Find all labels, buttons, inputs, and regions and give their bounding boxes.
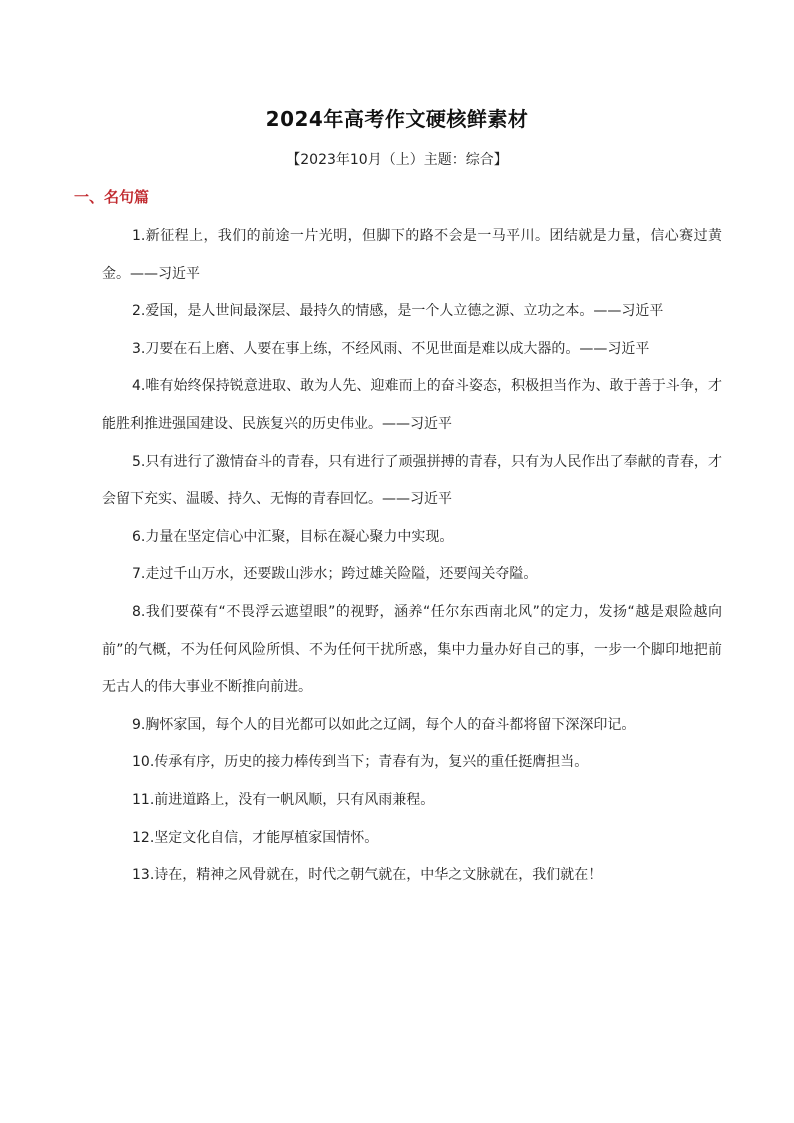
- quote-number: 2.: [132, 303, 146, 320]
- quote-item: [102, 782, 722, 820]
- quote-text: 传承有序，历史的接力棒传到当下；青春有为，复兴的重任挺膺担当。: [154, 754, 589, 771]
- quote-item: [102, 293, 722, 331]
- quote-text: 诗在，精神之风骨就在，时代之朝气就在，中华之文脉就在，我们就在！: [154, 867, 603, 884]
- quote-number: 9.: [132, 716, 146, 733]
- quote-item: [102, 218, 722, 293]
- quote-number: 13.: [132, 867, 155, 884]
- quote-item: [102, 519, 722, 557]
- quote-number: 6.: [132, 528, 146, 545]
- quote-text: 力量在坚定信心中汇聚，目标在凝心聚力中实现。: [145, 528, 454, 545]
- quote-number: 1.: [132, 228, 146, 244]
- quote-number: 11.: [132, 791, 155, 808]
- quote-item: [102, 331, 722, 369]
- quote-number: 3.: [132, 340, 146, 357]
- quote-text: 坚定文化自信，才能厚植家国情怀。: [154, 829, 379, 846]
- quote-text: 胸怀家国，每个人的目光都可以如此之辽阔，每个人的奋斗都将留下深深印记。: [145, 716, 636, 733]
- quote-text: 前进道路上，没有一帆风顺，只有风雨兼程。: [154, 791, 435, 808]
- quote-item: [102, 556, 722, 594]
- quote-text: 新征程上，我们的前途一片光明，但脚下的路不会是一马平川。团结就是力量，信心赛过黄金。——习近平: [102, 228, 722, 282]
- quote-number: 12.: [132, 829, 155, 846]
- quote-text: 走过千山万水，还要跋山涉水；跨过雄关险隘，还要闯关夺隘。: [145, 566, 538, 583]
- quote-text: 我们要葆有“不畏浮云遮望眼”的视野，涵养“任尔东西南北风”的定力，发扬“越是艰险越向前”的气概，不为任何风险所惧、不为任何干扰所惑，集中力量办好自己的事，一步一个脚印地把前无古人的伟大事业不断推向前进。: [102, 603, 722, 696]
- quote-item: [102, 744, 722, 782]
- section-heading: 一、名句篇: [74, 188, 150, 206]
- quote-item: [102, 857, 722, 895]
- quote-text: 只有进行了激情奋斗的青春，只有进行了顽强拼搏的青春，只有为人民作出了奉献的青春，才会留下充实、温暖、持久、无悔的青春回忆。——习近平: [102, 453, 722, 508]
- quote-item: [102, 594, 722, 707]
- quote-number: 8.: [132, 603, 146, 620]
- quote-number: 5.: [132, 453, 146, 470]
- quote-number: 4.: [132, 378, 146, 395]
- quote-item: [102, 444, 722, 519]
- document-title: 2024年高考作文硬核鲜素材: [265, 107, 529, 131]
- document-subtitle: 【2023年10月（上）主题：综合】: [286, 152, 508, 168]
- quote-number: 10.: [132, 754, 155, 771]
- quote-text: 唯有始终保持锐意进取、敢为人先、迎难而上的奋斗姿态，积极担当作为、敢于善于斗争，才能胜利推进强国建设、民族复兴的历史伟业。——习近平: [102, 378, 722, 432]
- quote-item: [102, 820, 722, 858]
- quote-text: 爱国，是人世间最深层、最持久的情感，是一个人立德之源、立功之本。——习近平: [145, 303, 664, 320]
- quote-list: [102, 218, 722, 895]
- quote-item: [102, 368, 722, 443]
- quote-text: 刀要在石上磨、人要在事上练，不经风雨、不见世面是难以成大器的。——习近平: [145, 340, 650, 357]
- quote-number: 7.: [132, 566, 146, 583]
- quote-item: [102, 707, 722, 745]
